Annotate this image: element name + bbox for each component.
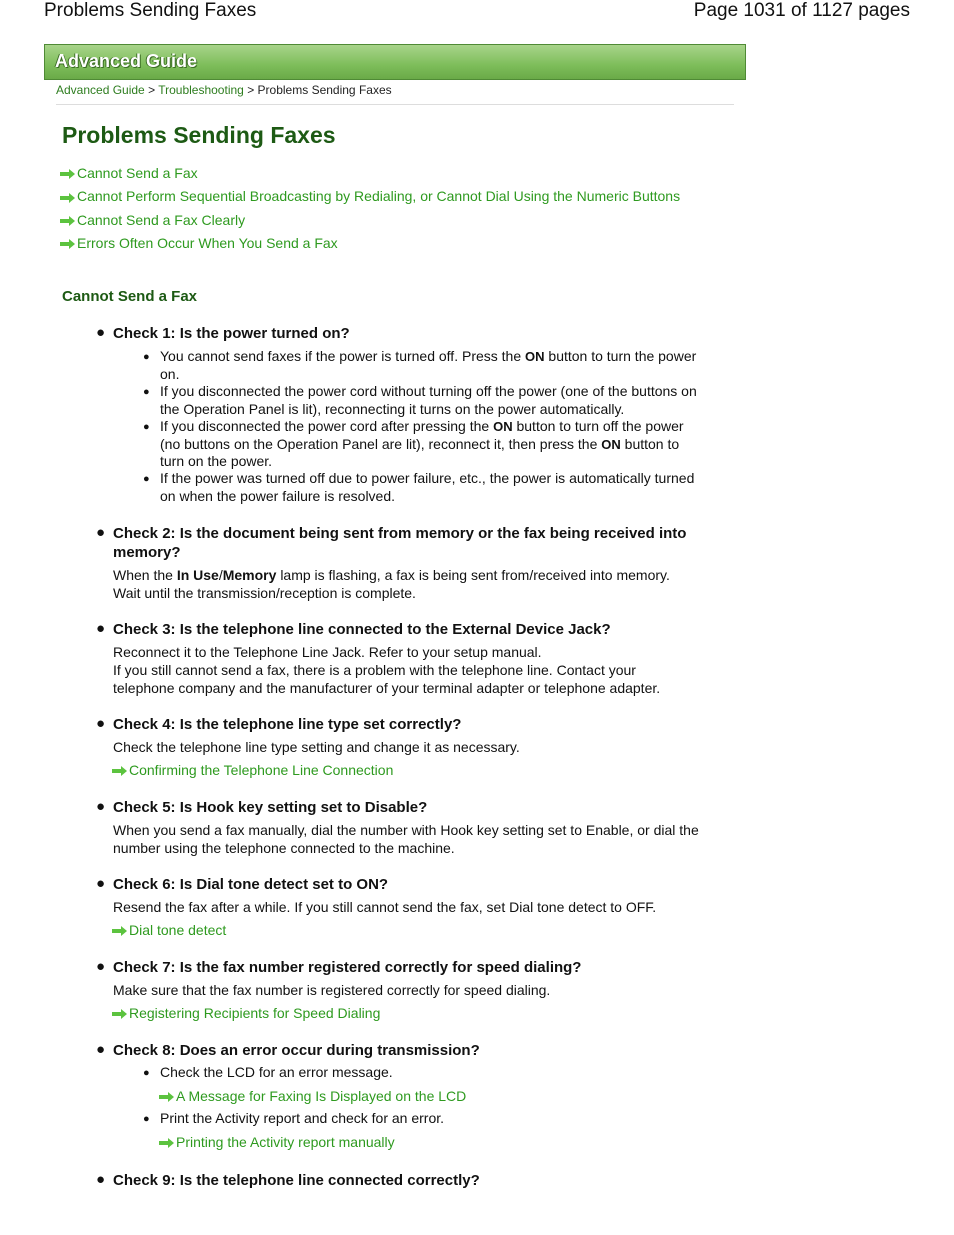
bullet: ● (96, 715, 106, 732)
toc-item[interactable] (60, 165, 680, 188)
divider (56, 104, 734, 105)
check-5-text: When you send a fax manually, dial the number with Hook key setting set to Enable, or dial the number using the telephone connected to the machine. (113, 822, 699, 856)
arrow-right-icon (60, 193, 75, 203)
bullet: ● (96, 1041, 106, 1058)
check-6-title: Check 6: Is Dial tone detect set to ON? (113, 876, 389, 893)
check-5-title: Check 5: Is Hook key setting set to Disable? (113, 799, 428, 816)
bullet: ● (96, 620, 106, 637)
bullet: ● (96, 1171, 106, 1188)
header-title: Problems Sending Faxes (44, 0, 257, 21)
toc-link[interactable]: Errors Often Occur When You Send a Fax (77, 234, 338, 251)
check-6-text: Resend the fax after a while. If you still cannot send the fax, set Dial tone detect to OFF. (113, 899, 657, 915)
section-title: Cannot Send a Fax (62, 288, 198, 305)
arrow-right-icon (159, 1138, 174, 1148)
check-7-link[interactable]: Registering Recipients for Speed Dialing (112, 1005, 380, 1021)
toc-item[interactable] (60, 235, 680, 258)
arrow-right-icon (112, 1009, 127, 1019)
bullet: ● (96, 958, 106, 975)
breadcrumb-home[interactable]: Advanced Guide (56, 83, 145, 97)
breadcrumb (56, 83, 392, 97)
check-9-title: Check 9: Is the telephone line connected correctly? (113, 1172, 480, 1189)
check-7-title: Check 7: Is the fax number registered correctly for speed dialing? (113, 959, 582, 976)
arrow-right-icon (60, 169, 75, 179)
check-3-text: Reconnect it to the Telephone Line Jack. Refer to your setup manual. If you still cannot send a fax, there is a problem with the telephone line. Contact your telephone company and the manufacturer of your terminal adapter or telephone adapter. (113, 644, 661, 696)
check-4-link[interactable]: Confirming the Telephone Line Connection (112, 762, 393, 778)
arrow-right-icon (60, 239, 75, 249)
toc-item[interactable] (60, 188, 680, 211)
check-3-title: Check 3: Is the telephone line connected to the External Device Jack? (113, 621, 611, 638)
check-4-title: Check 4: Is the telephone line type set correctly? (113, 716, 462, 733)
arrow-right-icon (112, 926, 127, 936)
breadcrumb-separator: > (247, 83, 255, 97)
arrow-right-icon (112, 766, 127, 776)
check-2-title: Check 2: Is the document being sent from memory or the fax being received into memory? (113, 525, 687, 561)
advanced-guide-banner (44, 44, 746, 80)
bullet: ● (143, 386, 150, 398)
check-8-item: Check the LCD for an error message. (160, 1064, 393, 1080)
bullet: ● (143, 421, 150, 433)
bullet: ● (96, 524, 106, 541)
check-8-item: Print the Activity report and check for an error. (160, 1110, 445, 1126)
breadcrumb-separator: > (148, 83, 156, 97)
check-1-item: If you disconnected the power cord after pressing the ON button to turn off the power (no buttons on the Operation Panel are lit), reconnect it, then press the ON button to turn on the power. (160, 418, 684, 469)
bullet: ● (96, 875, 106, 892)
toc-link[interactable]: Cannot Send a Fax Clearly (77, 211, 246, 228)
check-6-link[interactable]: Dial tone detect (112, 922, 226, 938)
arrow-right-icon (60, 216, 75, 226)
check-4-text: Check the telephone line type setting and change it as necessary. (113, 739, 520, 755)
breadcrumb-troubleshooting[interactable]: Troubleshooting (158, 83, 244, 97)
toc-link[interactable]: Cannot Send a Fax (77, 165, 198, 181)
page-title: Problems Sending Faxes (62, 122, 336, 148)
bullet: ● (143, 351, 150, 363)
banner-label: Advanced Guide (55, 51, 198, 71)
check-1-item: If you disconnected the power cord without turning off the power (one of the buttons on the Operation Panel is lit), reconnecting it turns on the power automatically. (160, 383, 697, 417)
bullet: ● (143, 473, 150, 485)
toc-item[interactable] (60, 212, 680, 235)
page-counter: Page 1031 of 1127 pages (693, 0, 910, 21)
check-1-item: You cannot send faxes if the power is turned off. Press the ON button to turn the power on. (160, 348, 697, 382)
check-2-text: When the In Use/Memory lamp is flashing, a fax is being sent from/received into memory. Wait until the transmission/reception is complete. (113, 567, 670, 601)
breadcrumb-current: Problems Sending Faxes (257, 83, 392, 97)
bullet: ● (143, 1113, 150, 1125)
bullet: ● (96, 798, 106, 815)
bullet: ● (96, 324, 106, 341)
toc-list (60, 165, 680, 258)
toc-link[interactable]: Cannot Perform Sequential Broadcasting by Redialing, or Cannot Dial Using the Numeric Buttons (77, 188, 681, 205)
check-8-link[interactable]: A Message for Faxing Is Displayed on the LCD (159, 1088, 466, 1104)
check-8-title: Check 8: Does an error occur during transmission? (113, 1042, 480, 1059)
arrow-right-icon (159, 1092, 174, 1102)
check-1-item: If the power was turned off due to power failure, etc., the power is automatically turned on when the power failure is resolved. (160, 470, 695, 504)
bullet: ● (143, 1067, 150, 1079)
check-8-link[interactable]: Printing the Activity report manually (159, 1134, 395, 1150)
check-1-title: Check 1: Is the power turned on? (113, 325, 350, 342)
check-7-text: Make sure that the fax number is registered correctly for speed dialing. (113, 982, 551, 998)
